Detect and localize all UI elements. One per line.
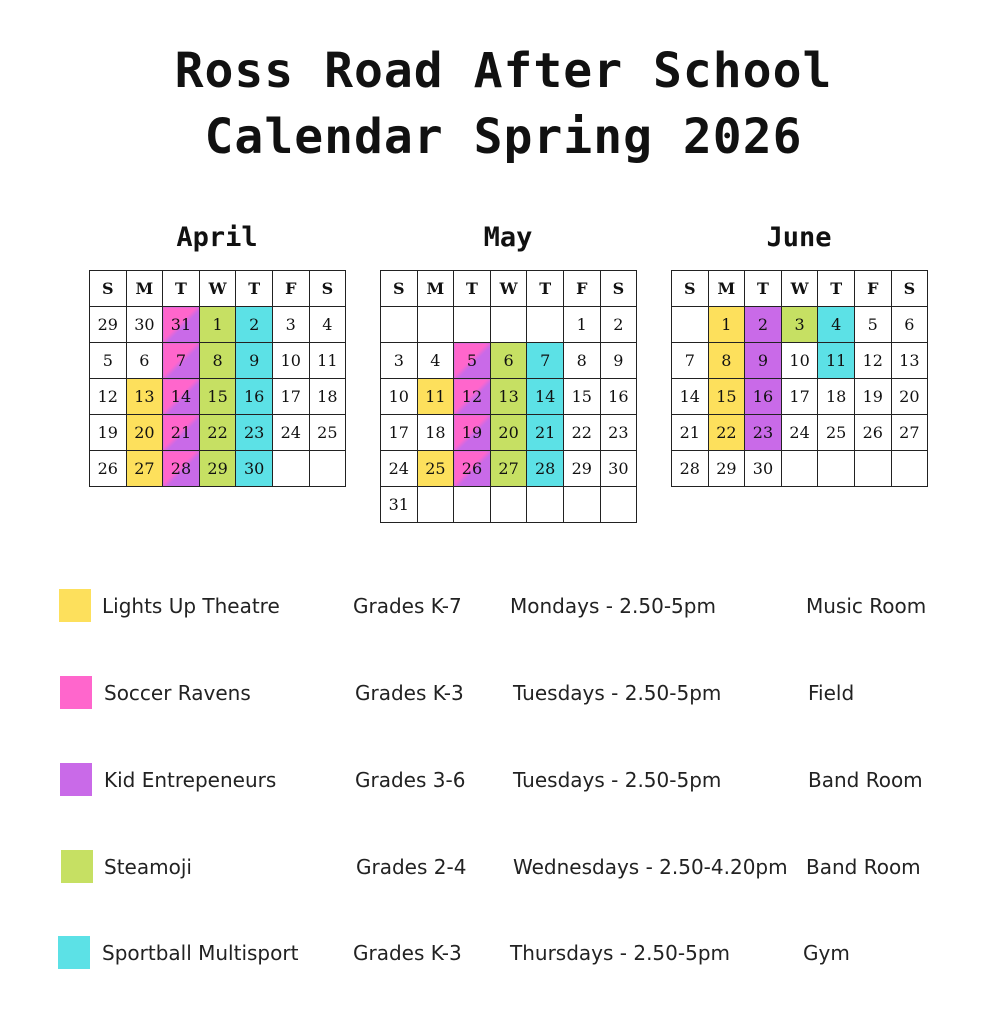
legend-color-swatch [59,589,91,622]
date-cell: 11 [818,343,855,379]
date-cell: 2 [600,307,637,343]
date-cell: 3 [381,343,418,379]
legend-color-swatch [58,936,90,969]
day-header: M [126,271,163,307]
day-header: S [381,271,418,307]
week-row [672,307,928,343]
date-cell: 9 [600,343,637,379]
week-row [90,343,346,379]
date-cell: 28 [672,451,709,487]
legend-schedule: Tuesdays - 2.50-5pm [513,681,722,705]
day-header-row [381,271,637,307]
date-cell: 17 [781,379,818,415]
date-cell: 21 [672,415,709,451]
legend-grades: Grades K-7 [353,594,462,618]
date-cell: 13 [891,343,928,379]
date-cell: 14 [163,379,200,415]
date-cell: 13 [126,379,163,415]
date-cell: 30 [236,451,273,487]
week-row [381,487,637,523]
week-row [381,307,637,343]
empty-date-cell [527,307,564,343]
legend-row [0,763,1007,803]
month-calendar-may [380,270,637,523]
legend-location: Band Room [806,855,921,879]
week-row [381,415,637,451]
day-header: T [527,271,564,307]
date-cell: 16 [745,379,782,415]
week-row [672,451,928,487]
date-cell: 6 [891,307,928,343]
day-header: S [672,271,709,307]
empty-date-cell [417,307,454,343]
week-row [90,451,346,487]
day-header: T [818,271,855,307]
date-cell: 1 [199,307,236,343]
empty-date-cell [854,451,891,487]
date-cell: 10 [272,343,309,379]
day-header: F [854,271,891,307]
date-cell: 12 [454,379,491,415]
date-cell: 16 [600,379,637,415]
day-header: F [563,271,600,307]
date-cell: 7 [672,343,709,379]
date-cell: 4 [417,343,454,379]
date-cell: 25 [417,451,454,487]
date-cell: 23 [236,415,273,451]
week-row [90,307,346,343]
date-cell: 19 [454,415,491,451]
date-cell: 27 [891,415,928,451]
date-cell: 6 [490,343,527,379]
week-row [381,379,637,415]
day-header: T [236,271,273,307]
date-cell: 29 [563,451,600,487]
legend-row [0,676,1007,716]
date-cell: 20 [891,379,928,415]
date-cell: 24 [781,415,818,451]
week-row [90,379,346,415]
day-header: W [199,271,236,307]
empty-date-cell [781,451,818,487]
date-cell: 11 [417,379,454,415]
date-cell: 11 [309,343,346,379]
date-cell: 15 [199,379,236,415]
date-cell: 22 [563,415,600,451]
date-cell: 22 [708,415,745,451]
date-cell: 15 [708,379,745,415]
date-cell: 22 [199,415,236,451]
legend-row [0,850,1007,890]
date-cell: 18 [417,415,454,451]
day-header: F [272,271,309,307]
legend-schedule: Tuesdays - 2.50-5pm [513,768,722,792]
legend-schedule: Mondays - 2.50-5pm [510,594,716,618]
date-cell: 27 [490,451,527,487]
empty-date-cell [891,451,928,487]
legend-grades: Grades K-3 [355,681,464,705]
page-title-line-2: Calendar Spring 2026 [204,109,803,165]
date-cell: 26 [854,415,891,451]
week-row [381,451,637,487]
day-header: S [891,271,928,307]
date-cell: 30 [745,451,782,487]
day-header: S [600,271,637,307]
week-row [672,415,928,451]
date-cell: 8 [708,343,745,379]
date-cell: 25 [309,415,346,451]
legend-grades: Grades 3-6 [355,768,466,792]
page-title-line-1: Ross Road After School [174,43,833,99]
legend-location: Band Room [808,768,923,792]
date-cell: 20 [490,415,527,451]
legend-color-swatch [60,676,92,709]
date-cell: 30 [126,307,163,343]
date-cell: 19 [90,415,127,451]
week-row [672,379,928,415]
date-cell: 27 [126,451,163,487]
empty-date-cell [600,487,637,523]
date-cell: 13 [490,379,527,415]
empty-date-cell [563,487,600,523]
month-name: May [483,222,533,253]
legend-row [0,936,1007,976]
date-cell: 15 [563,379,600,415]
day-header: W [490,271,527,307]
date-cell: 24 [272,415,309,451]
date-cell: 23 [745,415,782,451]
date-cell: 26 [90,451,127,487]
date-cell: 4 [309,307,346,343]
date-cell: 21 [527,415,564,451]
date-cell: 1 [563,307,600,343]
date-cell: 19 [854,379,891,415]
date-cell: 29 [199,451,236,487]
date-cell: 26 [454,451,491,487]
date-cell: 5 [854,307,891,343]
date-cell: 14 [672,379,709,415]
legend-program: Kid Entrepeneurs [104,768,277,792]
date-cell: 3 [272,307,309,343]
day-header: W [781,271,818,307]
date-cell: 9 [236,343,273,379]
date-cell: 18 [309,379,346,415]
legend-grades: Grades K-3 [353,941,462,965]
empty-date-cell [417,487,454,523]
date-cell: 12 [854,343,891,379]
legend-row [0,589,1007,629]
empty-date-cell [272,451,309,487]
date-cell: 30 [600,451,637,487]
date-cell: 12 [90,379,127,415]
date-cell: 3 [781,307,818,343]
week-row [672,343,928,379]
day-header-row [90,271,346,307]
month-calendar-june [671,270,928,487]
legend-schedule: Thursdays - 2.50-5pm [510,941,730,965]
legend-location: Field [808,681,855,705]
date-cell: 28 [163,451,200,487]
legend-color-swatch [60,763,92,796]
day-header: T [454,271,491,307]
day-header-row [672,271,928,307]
date-cell: 1 [708,307,745,343]
week-row [90,415,346,451]
legend-grades: Grades 2-4 [356,855,467,879]
day-header: S [309,271,346,307]
date-cell: 4 [818,307,855,343]
empty-date-cell [309,451,346,487]
date-cell: 6 [126,343,163,379]
date-cell: 17 [272,379,309,415]
day-header: M [708,271,745,307]
week-row [381,343,637,379]
date-cell: 14 [527,379,564,415]
day-header: T [163,271,200,307]
date-cell: 23 [600,415,637,451]
date-cell: 2 [236,307,273,343]
legend-program: Steamoji [104,855,192,879]
empty-date-cell [490,307,527,343]
date-cell: 31 [163,307,200,343]
day-header: S [90,271,127,307]
date-cell: 28 [527,451,564,487]
date-cell: 29 [708,451,745,487]
legend-location: Gym [803,941,850,965]
date-cell: 7 [527,343,564,379]
month-calendar-april [89,270,346,487]
date-cell: 7 [163,343,200,379]
empty-date-cell [672,307,709,343]
date-cell: 29 [90,307,127,343]
empty-date-cell [454,487,491,523]
month-name: April [176,222,258,253]
legend-program: Lights Up Theatre [102,594,280,618]
date-cell: 21 [163,415,200,451]
date-cell: 8 [199,343,236,379]
date-cell: 20 [126,415,163,451]
date-cell: 18 [818,379,855,415]
date-cell: 17 [381,415,418,451]
date-cell: 10 [381,379,418,415]
date-cell: 9 [745,343,782,379]
empty-date-cell [818,451,855,487]
day-header: M [417,271,454,307]
empty-date-cell [381,307,418,343]
month-name: June [766,222,832,253]
date-cell: 8 [563,343,600,379]
date-cell: 10 [781,343,818,379]
legend-color-swatch [61,850,93,883]
empty-date-cell [527,487,564,523]
date-cell: 16 [236,379,273,415]
day-header: T [745,271,782,307]
legend-schedule: Wednesdays - 2.50-4.20pm [513,855,788,879]
empty-date-cell [454,307,491,343]
date-cell: 5 [454,343,491,379]
date-cell: 24 [381,451,418,487]
empty-date-cell [490,487,527,523]
date-cell: 2 [745,307,782,343]
legend-location: Music Room [806,594,927,618]
date-cell: 5 [90,343,127,379]
legend-program: Sportball Multisport [102,941,299,965]
legend-program: Soccer Ravens [104,681,251,705]
date-cell: 25 [818,415,855,451]
date-cell: 31 [381,487,418,523]
